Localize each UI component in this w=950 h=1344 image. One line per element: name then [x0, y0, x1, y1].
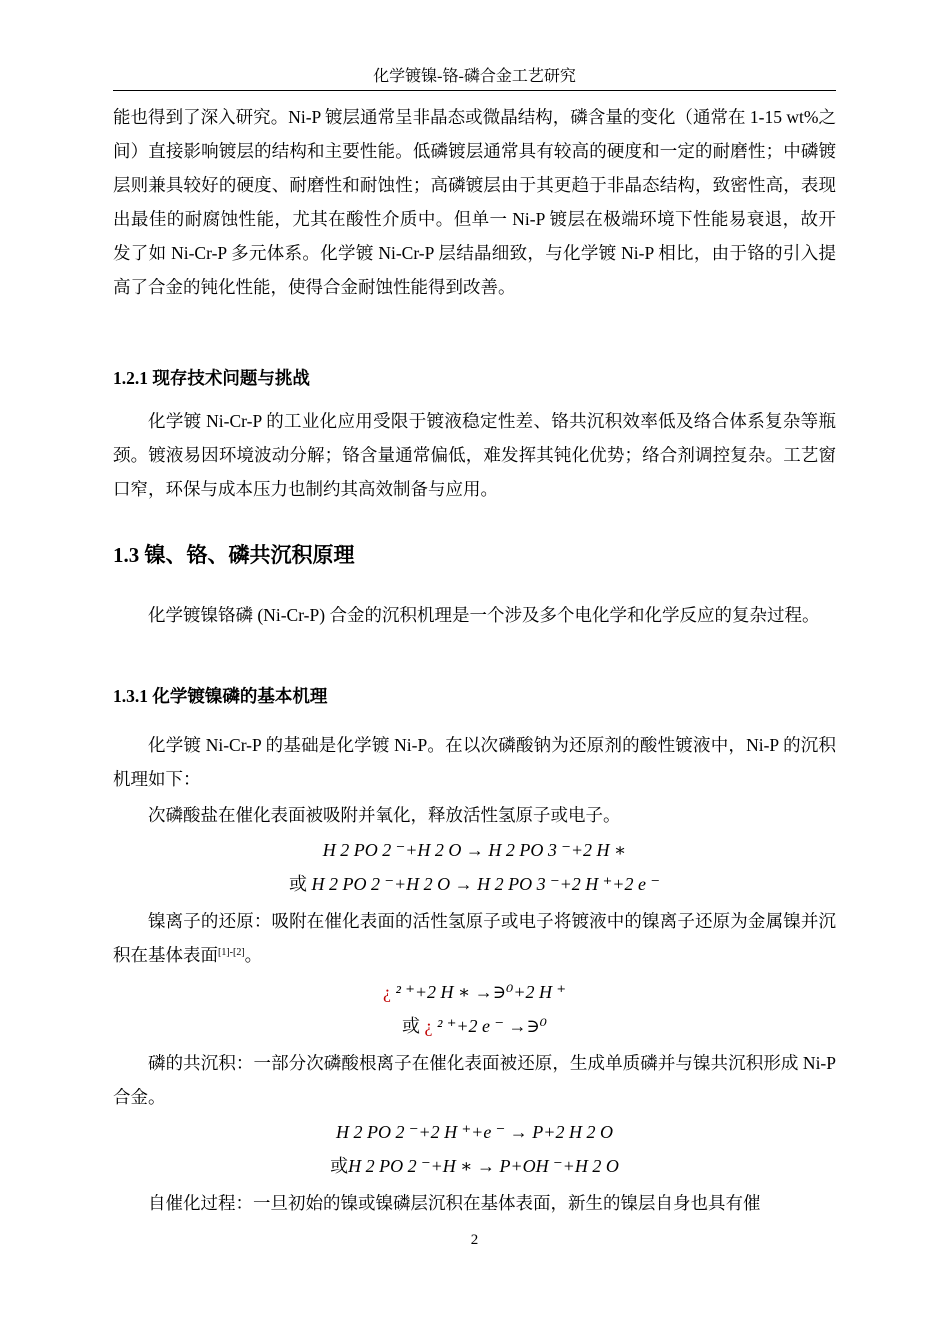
paragraph-phosphorus-codeposition: 磷的共沉积：一部分次磷酸根离子在催化表面被还原，生成单质磷并与镍共沉积形成 Ni-P 合金。 [113, 1053, 836, 1107]
paragraph-nip-properties: 能也得到了深入研究。Ni-P 镀层通常呈非晶态或微晶结构，磷含量的变化（通常在 1-15 wt%之间）直接影响镀层的结构和主要性能。低磷镀层通常具有较高的硬度和一定的耐磨性；中磷镀层则兼具较好的硬度、耐磨性和耐蚀性；高磷镀层由于其更趋于非晶态结构，致密性高，表现出最佳的耐腐蚀性能，尤其在酸性介质中。但单一 Ni-P 镀层在极端环境下性能易衰退，故开发了如 Ni-Cr-P 多元体系。化学镀 Ni-Cr-P 层结晶细致，与化学镀 Ni-P 相比，由于铬的引入提高了合金的钝化性能，使得合金耐蚀性能得到改善。 [113, 107, 836, 297]
heading-1-2-1: 1.2.1 现存技术问题与挑战 [113, 368, 310, 388]
citation-1-2: [1]-[2] [218, 947, 245, 958]
equation-6 [113, 1152, 836, 1180]
nickel-reduction-end: 。 [244, 945, 263, 965]
equation-1: H 2 PO 2 ⁻+H 2 O → H 2 PO 3 ⁻+2 H ∗ [322, 840, 627, 860]
equation-2 [113, 870, 836, 898]
heading-1-3-1: 1.3.1 化学镀镍磷的基本机理 [113, 686, 328, 706]
paragraph-codeposition-intro: 化学镀镍铬磷 (Ni-Cr-P) 合金的沉积机理是一个涉及多个电化学和化学反应的复杂过程。 [148, 605, 820, 625]
equation-2-body: H 2 PO 2 ⁻+H 2 O → H 2 PO 3 ⁻+2 H ⁺+2 e ⁻ [307, 874, 660, 894]
paragraph-hypophosphite-oxidation: 次磷酸盐在催化表面被吸附并氧化，释放活性氢原子或电子。 [148, 805, 621, 825]
paragraph-technical-challenges: 化学镀 Ni-Cr-P 的工业化应用受限于镀液稳定性差、铬共沉积效率低及络合体系复杂等瓶颈。镀液易因环境波动分解；铬含量通常偏低，难发挥其钝化优势；络合剂调控复杂。工艺窗口窄，环保与成本压力也制约其高效制备与应用。 [113, 411, 836, 499]
equation-4-glyph: ¿ [424, 1016, 433, 1036]
equation-5: H 2 PO 2 ⁻+2 H ⁺+e ⁻ → P+2 H 2 O [336, 1122, 613, 1142]
paragraph-nip-mechanism: 化学镀 Ni-Cr-P 的基础是化学镀 Ni-P。在以次磷酸钠为还原剂的酸性镀液中，Ni-P 的沉积机理如下： [113, 735, 836, 789]
page-number: 2 [470, 1232, 479, 1248]
heading-1-3: 1.3 镍、铬、磷共沉积原理 [113, 543, 355, 567]
equation-6-body: H 2 PO 2 ⁻+H ∗ → P+OH ⁻+H 2 O [348, 1156, 619, 1176]
nickel-reduction-text: 镍离子的还原：吸附在催化表面的活性氢原子或电子将镀液中的镍离子还原为金属镍并沉积在基体表面 [113, 911, 836, 965]
running-header: 化学镀镍-铬-磷合金工艺研究 [113, 64, 836, 91]
equation-4 [113, 1012, 836, 1040]
equation-4-prefix: 或 [401, 1016, 420, 1036]
equation-3-body: ² ⁺+2 H ∗ →∋⁰+2 H ⁺ [391, 982, 566, 1002]
paragraph-autocatalysis: 自催化过程：一旦初始的镍或镍磷层沉积在基体表面，新生的镍层自身也具有催 [148, 1193, 761, 1213]
equation-4-body: ² ⁺+2 e ⁻ →∋⁰ [432, 1016, 548, 1036]
equation-6-prefix: 或 [330, 1156, 349, 1176]
equation-3-glyph: ¿ [383, 982, 392, 1002]
equation-3 [113, 978, 836, 1006]
paragraph-nickel-reduction [113, 904, 836, 972]
equation-2-prefix: 或 [289, 874, 308, 894]
